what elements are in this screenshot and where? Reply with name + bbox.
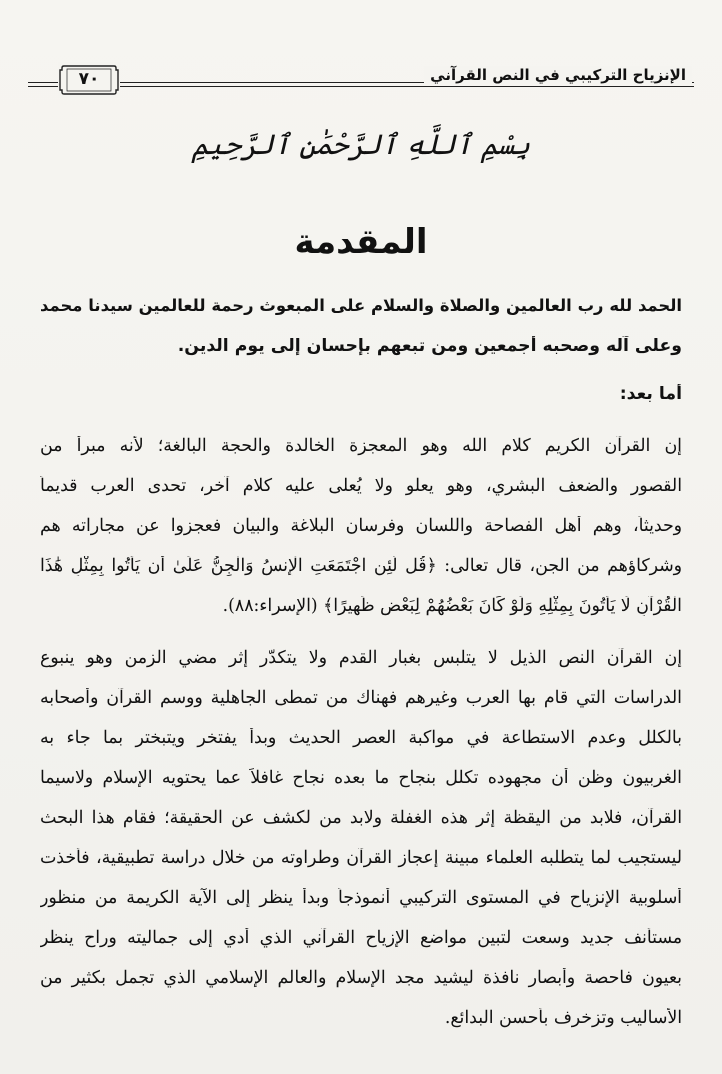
paragraph-line: القرآن، فلابد من اليقظة إثر هذه الغفلة ولابد من لكشف عن الحقيقة؛ فقام هذا البحث: [40, 808, 682, 828]
paragraph-line: وحديثاً، وهم أهل الفصاحة واللسان وفرسان البلاغة والبيان فعجزوا عن مجاراته هم: [40, 516, 682, 536]
opening-line: الحمد لله رب العالمين والصلاة والسلام على المبعوث رحمة للعالمين سيدنا محمد: [40, 296, 682, 315]
paragraph-line: أسلوبية الإنزياح في المستوى التركيبي أنموذجاً وبدأ ينظر إلى الآية الكريمة من منظور: [40, 888, 682, 908]
opening-line: وعلى آله وصحبه أجمعين ومن تبعهم بإحسان إلى يوم الدين.: [177, 336, 682, 356]
paragraph-line: إن القرآن النص الذيل لا يتلبس بغبار القدم ولا يتكدّر إثر مضي الزمن وهو ينبوع: [40, 648, 682, 668]
amma-baad: أما بعد:: [619, 384, 682, 404]
paragraph-line: إن القرآن الكريم كلام الله وهو المعجزة الخالدة والحجة البالغة؛ لأنه مبرأ من: [40, 436, 682, 456]
paragraph-line: وشركاؤهم من الجن، قال تعالى: ﴿قُل لَّئِنِ اجْتَمَعَتِ الْإِنسُ وَالْجِنُّ عَلَىٰ أَن يَأْتُوا بِمِثْلِ هَٰذَا: [40, 556, 682, 576]
paragraph-line: مستأنف جديد وسعت لتبين مواضع الإزياح القرآني الذي أدي إلى جماليته وراح ينظر: [40, 928, 682, 948]
page-number: ٧٠: [78, 69, 100, 89]
paragraph-line: الأساليب وتزخرف بأحسن البدائع.: [444, 1008, 682, 1028]
section-title: المقدمة: [294, 222, 428, 262]
paragraph-line: بعيون فاحصة وأبصار نافذة ليشيد مجد الإسلام والعالم الإسلامي الذي تجمل بكثير من: [40, 968, 682, 988]
paragraph-line: بالكلل وعدم الاستطاعة في مواكبة العصر الحديث وبدأ يفتخر ويتبختر بما جاء به: [40, 728, 682, 748]
paragraph-line: القصور والضعف البشري، وهو يعلو ولا يُعلى عليه كلام آخر، تحدى العرب قديماً: [40, 476, 682, 496]
page-number-frame: [58, 62, 120, 98]
basmala: بِسْمِ ٱللَّهِ ٱلرَّحْمَٰنِ ٱلرَّحِيمِ: [191, 128, 531, 161]
running-title: الإنزياح التركيبي في النص القرآني: [424, 66, 692, 84]
paragraph-line: الدراسات التي قام بها العرب وغيرهم فهناك من تمطى الجاهلية ووسم القرآن وأصحابه: [40, 688, 682, 708]
page-header: [28, 60, 694, 100]
paragraph-line: الغربيون وظن أن مجهوده تكلل بنجاح ما بعده نجاح غافلاً عما يحتويه الإسلام ولاسيما: [40, 768, 682, 788]
paragraph-line: ليستجيب لما يتطلبه العلماء مبينة إعجاز القرآن وطراوته من خلال دراسة تطبيقية، فأخذت: [40, 848, 682, 868]
paragraph-line: الْقُرْآنِ لَا يَأْتُونَ بِمِثْلِهِ وَلَوْ كَانَ بَعْضُهُمْ لِبَعْضٍ ظَهِيرًا﴾ (الإسراء:٨٨).: [222, 596, 682, 616]
header-rule-thin: [28, 86, 694, 87]
